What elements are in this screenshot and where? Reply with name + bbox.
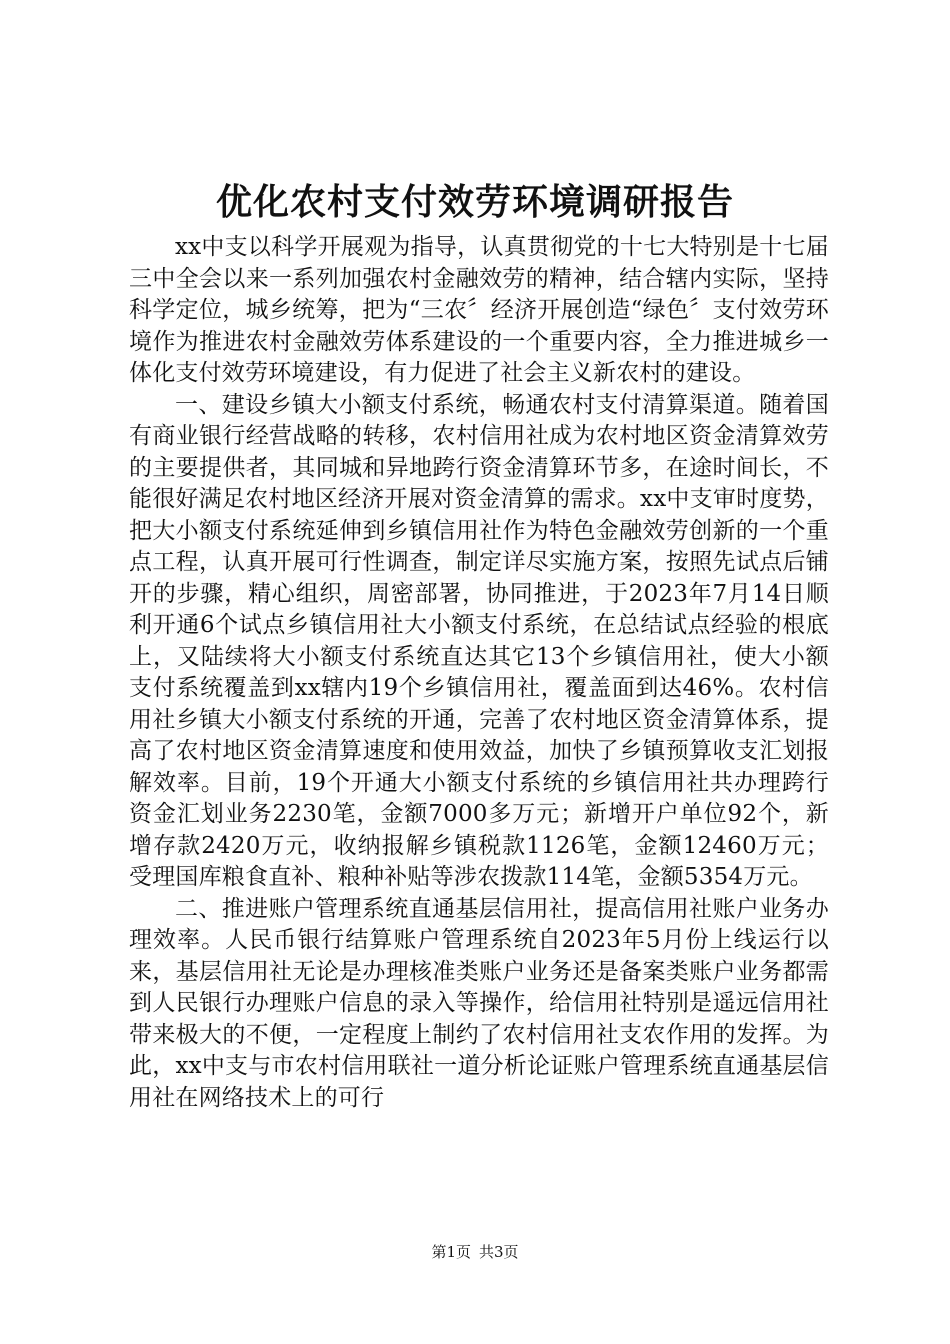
document-body: [129, 232, 829, 1114]
paragraph-intro: xx中支以科学开展观为指导，认真贯彻党的十七大特别是十七届三中全会以来一系列加强农村金融效劳的精神，结合辖内实际，坚持科学定位，城乡统筹，把为“三农〞经济开展创造“绿色〞支付效劳环境作为推进农村金融效劳体系建设的一个重要内容，全力推进城乡一体化支付效劳环境建设，有力促进了社会主义新农村的建设。: [129, 234, 829, 386]
page-footer: [0, 1242, 950, 1262]
page-number: 第1页: [431, 1243, 471, 1261]
paragraph-section-2: 二、推进账户管理系统直通基层信用社，提高信用社账户业务办理效率。人民币银行结算账户管理系统自2023年5月份上线运行以来，基层信用社无论是办理核准类账户业务还是备案类账户业务都需到人民银行办理账户信息的录入等操作，给信用社特别是遥远信用社带来极大的不便，一定程度上制约了农村信用社支农作用的发挥。为此，xx中支与市农村信用联社一道分析论证账户管理系统直通基层信用社在网络技术上的可行: [129, 895, 829, 1111]
document-title: 优化农村支付效劳环境调研报告: [215, 181, 734, 223]
page-total: 共3页: [479, 1243, 519, 1261]
paragraph-section-1: 一、建设乡镇大小额支付系统，畅通农村支付清算渠道。随着国有商业银行经营战略的转移，农村信用社成为农村地区资金清算效劳的主要提供者，其同城和异地跨行资金清算环节多，在途时间长，不能很好满足农村地区经济开展对资金清算的需求。xx中支审时度势，把大小额支付系统延伸到乡镇信用社作为特色金融效劳创新的一个重点工程，认真开展可行性调查，制定详尽实施方案，按照先试点后铺开的步骤，精心组织，周密部署，协同推进，于2023年7月14日顺利开通6个试点乡镇信用社大小额支付系统，在总结试点经验的根底上，又陆续将大小额支付系统直达其它13个乡镇信用社，使大小额支付系统覆盖到xx辖内19个乡镇信用社，覆盖面到达46%。农村信用社乡镇大小额支付系统的开通，完善了农村地区资金清算体系，提高了农村地区资金清算速度和使用效益，加快了乡镇预算收支汇划报解效率。目前，19个开通大小额支付系统的乡镇信用社共办理跨行资金汇划业务2230笔，金额7000多万元；新增开户单位92个，新增存款2420万元，收纳报解乡镇税款1126笔，金额12460万元；受理国库粮食直补、粮种补贴等涉农拨款114笔，金额5354万元。: [129, 391, 829, 890]
